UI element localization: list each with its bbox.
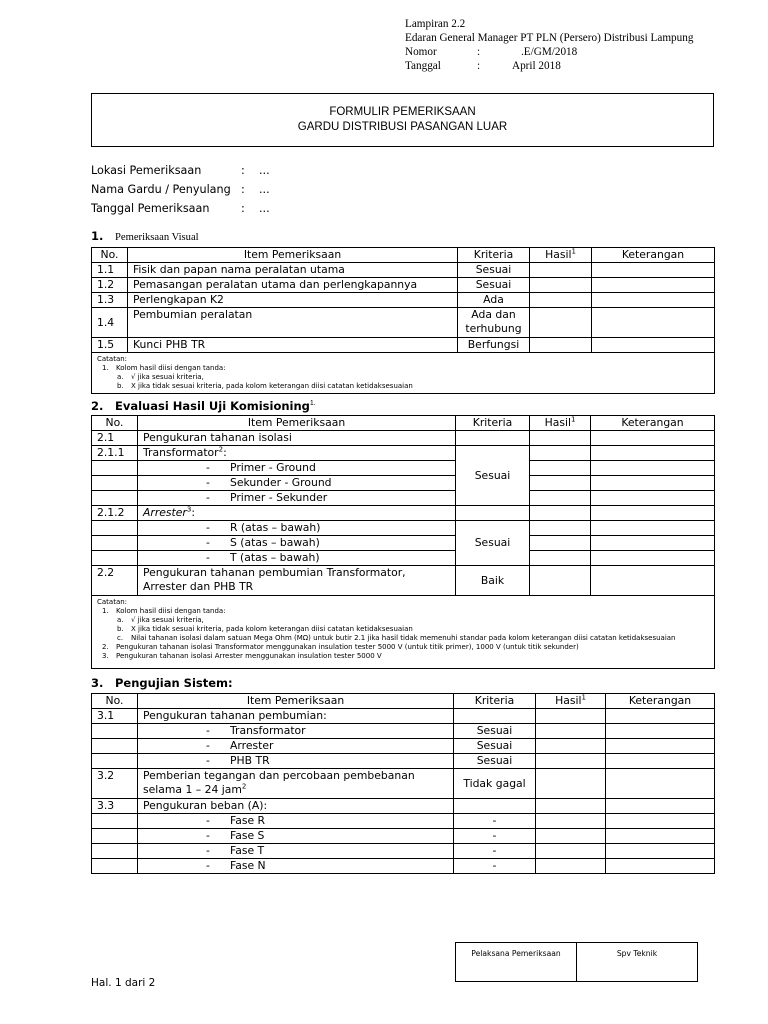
dash: -: [206, 536, 210, 549]
row-item-sup: 2: [218, 445, 224, 454]
note-mark: c.: [117, 634, 124, 642]
section-title-sup: 1.: [309, 400, 316, 408]
col-hasil-sup: 1: [570, 415, 576, 424]
section3-table: [91, 693, 715, 874]
row-hasil-cell: [530, 506, 591, 521]
row-item-line2: [143, 783, 448, 797]
col-kriteria: Kriteria: [458, 248, 530, 263]
row-item-text: Arrester: [230, 739, 274, 752]
notes-row: [92, 596, 715, 669]
row-item: [138, 566, 456, 596]
row-kriteria: Sesuai: [458, 278, 530, 293]
row-item-text: Arrester: [143, 506, 187, 519]
note-line: [97, 652, 709, 661]
note-text: Pengukuran tahanan isolasi Transformator menggunakan insulation tester 5000 V (untuk titik primer), 1000 V (untuk titik sekunder): [116, 643, 579, 651]
row-hasil-cell: [536, 709, 606, 724]
info-row-lokasi: [91, 161, 270, 180]
row-kriteria: -: [454, 859, 536, 874]
section2-notes: [92, 596, 715, 669]
table-header-row: [92, 248, 715, 263]
table-row: [92, 263, 715, 278]
note-text: Kolom hasil diisi dengan tanda:: [116, 364, 226, 372]
row-no: [92, 754, 138, 769]
row-kriteria: [458, 308, 530, 338]
row-hasil-cell[interactable]: [536, 859, 606, 874]
row-item-text: R (atas – bawah): [230, 521, 321, 534]
row-item: [138, 754, 454, 769]
row-item-line1: Pemberian tegangan dan percobaan pembebanan: [143, 769, 415, 782]
row-item: [138, 844, 454, 859]
table-row: [92, 278, 715, 293]
table-header-row: [92, 694, 715, 709]
row-keterangan-cell[interactable]: [591, 566, 715, 596]
note-mark: a.: [117, 616, 124, 624]
section-title: Pemeriksaan Visual: [115, 232, 199, 243]
row-no: 2.1.1: [92, 446, 138, 461]
row-item: [138, 446, 456, 461]
row-hasil-cell: [530, 446, 591, 461]
col-keterangan: Keterangan: [592, 248, 715, 263]
row-kriteria: Sesuai: [454, 724, 536, 739]
signature-pelaksana[interactable]: Pelaksana Pemeriksaan: [456, 943, 577, 982]
info-value[interactable]: ...: [259, 183, 270, 196]
col-hasil-text: Hasil: [555, 694, 582, 707]
note-text: Nilai tahanan isolasi dalam satuan Mega Ohm (MΩ) untuk butir 2.1 jika hasil tidak memenuhi standar pada kolom keterangan diisi catatan ketidaksesuaian: [131, 634, 676, 642]
row-no: [92, 491, 138, 506]
table-header-row: [92, 416, 715, 431]
row-kriteria: [456, 506, 530, 521]
row-hasil-cell[interactable]: [530, 461, 591, 476]
col-hasil-sup: 1: [581, 693, 586, 702]
row-keterangan-cell[interactable]: [591, 521, 715, 536]
row-item: [138, 739, 454, 754]
dash: -: [206, 476, 210, 489]
table-row: [92, 799, 715, 814]
row-hasil-cell[interactable]: [536, 754, 606, 769]
row-keterangan-cell[interactable]: [606, 769, 715, 799]
row-item-text: PHB TR: [230, 754, 270, 767]
row-hasil-cell[interactable]: [530, 566, 591, 596]
row-item-colon: :: [191, 506, 195, 519]
note-mark: 1.: [102, 364, 109, 372]
row-item-sup: 2: [241, 782, 247, 791]
row-no: 1.5: [92, 338, 128, 353]
row-kriteria: -: [454, 814, 536, 829]
nomor-label: Nomor: [405, 46, 437, 58]
note-line: [97, 625, 709, 634]
row-item-line2: Arrester dan PHB TR: [143, 580, 254, 593]
notes-heading: Catatan:: [97, 598, 128, 606]
row-item: [138, 769, 454, 799]
note-mark: b.: [117, 625, 124, 633]
row-item: [138, 536, 456, 551]
col-no: No.: [92, 694, 138, 709]
col-item: Item Pemeriksaan: [138, 416, 456, 431]
table-row: [92, 521, 715, 536]
row-item: Pemasangan peralatan utama dan perlengkapannya: [128, 278, 458, 293]
row-kriteria: Ada: [458, 293, 530, 308]
row-kriteria: -: [454, 844, 536, 859]
note-text: √ jika sesuai kriteria,: [131, 616, 204, 624]
row-hasil-cell[interactable]: [530, 551, 591, 566]
row-kriteria: Baik: [456, 566, 530, 596]
table-row: [92, 431, 715, 446]
page-current: 1: [114, 977, 122, 989]
kriteria-line2: terhubung: [465, 322, 522, 335]
row-keterangan-cell[interactable]: [591, 551, 715, 566]
section3-heading: [91, 676, 233, 690]
row-item: [138, 491, 456, 506]
table-row: [92, 724, 715, 739]
row-hasil-cell[interactable]: [536, 844, 606, 859]
nomor-value: .E/GM/2018: [521, 46, 578, 58]
dash: -: [206, 844, 210, 857]
note-line: [97, 634, 709, 643]
section-number: 3.: [91, 676, 104, 690]
row-item: Perlengkapan K2: [128, 293, 458, 308]
col-keterangan: Keterangan: [591, 416, 715, 431]
col-hasil: [536, 694, 606, 709]
row-item-line1: Pengukuran tahanan pembumian Transformator,: [143, 566, 406, 579]
row-item-text: Fase N: [230, 859, 266, 872]
row-keterangan-cell[interactable]: [592, 308, 715, 338]
section-number: 2.: [91, 399, 104, 413]
row-no: [92, 739, 138, 754]
note-mark: 3.: [102, 652, 109, 660]
section-title: Evaluasi Hasil Uji Komisioning: [115, 399, 310, 413]
row-hasil-cell[interactable]: [536, 724, 606, 739]
row-keterangan-cell[interactable]: [606, 754, 715, 769]
table-row: [92, 446, 715, 461]
row-item: [138, 506, 456, 521]
row-item-colon: :: [223, 446, 227, 459]
page-dari-label: dari: [124, 977, 146, 989]
dash: -: [206, 829, 210, 842]
signature-table: [455, 942, 698, 982]
dash: -: [206, 754, 210, 767]
row-no: 1.2: [92, 278, 128, 293]
table-row: [92, 769, 715, 799]
col-kriteria: Kriteria: [456, 416, 530, 431]
row-keterangan-cell[interactable]: [592, 278, 715, 293]
row-no: [92, 859, 138, 874]
section1-heading: [91, 229, 199, 243]
row-no: 3.1: [92, 709, 138, 724]
section-number: 1.: [91, 229, 104, 243]
row-keterangan-cell[interactable]: [606, 814, 715, 829]
kriteria-line1: Ada dan: [471, 308, 516, 321]
section1-notes: [92, 353, 715, 394]
row-kriteria: [454, 799, 536, 814]
tanggal-value: April 2018: [512, 60, 561, 72]
tanggal-label: Tanggal: [405, 60, 441, 72]
row-hasil-cell[interactable]: [536, 739, 606, 754]
note-line: [97, 607, 709, 616]
col-item: Item Pemeriksaan: [138, 694, 454, 709]
table-row: [92, 709, 715, 724]
section2-heading: [91, 399, 316, 413]
row-item: Pengukuran tahanan pembumian:: [138, 709, 454, 724]
row-kriteria: Tidak gagal: [454, 769, 536, 799]
row-no: 1.1: [92, 263, 128, 278]
row-item-text: S (atas – bawah): [230, 536, 320, 549]
row-no: [92, 551, 138, 566]
table-row: [92, 566, 715, 596]
info-label: Tanggal Pemeriksaan: [91, 202, 210, 215]
row-hasil-cell[interactable]: [536, 814, 606, 829]
row-keterangan-cell: [591, 446, 715, 461]
row-keterangan-cell[interactable]: [591, 491, 715, 506]
row-item: [138, 551, 456, 566]
info-value[interactable]: ...: [259, 202, 270, 215]
row-hasil-cell[interactable]: [530, 521, 591, 536]
dash: -: [206, 551, 210, 564]
header-line-lampiran: [405, 17, 693, 31]
page-number: [91, 977, 155, 989]
header-line-tanggal: [405, 59, 693, 73]
row-hasil-cell: [536, 799, 606, 814]
row-no: [92, 476, 138, 491]
row-keterangan-cell[interactable]: [592, 338, 715, 353]
row-no: 3.3: [92, 799, 138, 814]
header-edaran-text: Edaran General Manager PT PLN (Persero) Distribusi Lampung: [405, 32, 694, 44]
note-text: Kolom hasil diisi dengan tanda:: [116, 607, 226, 615]
row-item: [138, 724, 454, 739]
dash: -: [206, 491, 210, 504]
row-hasil-cell[interactable]: [530, 278, 592, 293]
row-item-sup: 3: [186, 505, 192, 514]
row-keterangan-cell[interactable]: [592, 293, 715, 308]
row-kriteria: Sesuai: [456, 521, 530, 566]
document-header: [405, 17, 693, 73]
header-line-nomor: [405, 45, 693, 59]
row-kriteria: Berfungsi: [458, 338, 530, 353]
dash: -: [206, 739, 210, 752]
table-row: [92, 476, 715, 491]
row-kriteria: Sesuai: [454, 754, 536, 769]
col-keterangan: Keterangan: [606, 694, 715, 709]
row-keterangan-cell[interactable]: [606, 829, 715, 844]
col-hasil-text: Hasil: [544, 416, 571, 429]
row-item-text: selama 1 – 24 jam: [143, 783, 242, 796]
notes-heading: Catatan:: [97, 355, 128, 363]
row-item-text: T (atas – bawah): [230, 551, 320, 564]
table-row: [92, 506, 715, 521]
row-no: 1.4: [92, 308, 128, 338]
note-line: [97, 373, 709, 382]
col-item: Item Pemeriksaan: [128, 248, 458, 263]
row-item: [138, 814, 454, 829]
row-item: Kunci PHB TR: [128, 338, 458, 353]
dash: -: [206, 521, 210, 534]
row-item-text: Transformator: [230, 724, 306, 737]
row-kriteria: [454, 709, 536, 724]
note-mark: 1.: [102, 607, 109, 615]
note-line: [97, 364, 709, 373]
row-keterangan-cell: [591, 506, 715, 521]
row-hasil-cell[interactable]: [530, 263, 592, 278]
row-hasil-cell[interactable]: [530, 476, 591, 491]
table-row: [92, 308, 715, 338]
row-item-text: Primer - Sekunder: [230, 491, 328, 504]
form-title-line2: GARDU DISTRIBUSI PASANGAN LUAR: [297, 121, 508, 133]
page-total: 2: [148, 977, 156, 989]
dash: -: [206, 859, 210, 872]
row-keterangan-cell[interactable]: [592, 263, 715, 278]
dash: -: [206, 461, 210, 474]
row-no: [92, 724, 138, 739]
row-no: 2.1: [92, 431, 138, 446]
row-hasil-cell: [530, 431, 591, 446]
form-title-line1: FORMULIR PEMERIKSAAN: [329, 106, 476, 118]
row-item: Fisik dan papan nama peralatan utama: [128, 263, 458, 278]
row-kriteria: Sesuai: [456, 446, 530, 506]
row-item: [138, 521, 456, 536]
info-separator: :: [241, 202, 245, 215]
row-no: [92, 521, 138, 536]
section-title: Pengujian Sistem:: [115, 676, 233, 690]
row-item: [138, 859, 454, 874]
table-row: [92, 491, 715, 506]
col-kriteria: Kriteria: [454, 694, 536, 709]
info-label: Nama Gardu / Penyulang: [91, 183, 231, 196]
row-keterangan-cell: [606, 799, 715, 814]
dash: -: [206, 724, 210, 737]
table-row: [92, 293, 715, 308]
info-separator: :: [241, 164, 245, 177]
table-row: [92, 461, 715, 476]
row-keterangan-cell[interactable]: [606, 844, 715, 859]
row-hasil-cell[interactable]: [536, 829, 606, 844]
table-row: [92, 829, 715, 844]
table-row: [92, 814, 715, 829]
row-no: [92, 536, 138, 551]
col-hasil-text: Hasil: [545, 248, 572, 261]
note-text: Pengukuran tahanan isolasi Arrester menggunakan insulation tester 5000 V: [116, 652, 382, 660]
info-separator: :: [241, 183, 245, 196]
row-kriteria: [456, 431, 530, 446]
info-value[interactable]: ...: [259, 164, 270, 177]
info-row-nama-gardu: [91, 180, 270, 199]
row-item: [138, 476, 456, 491]
page-hal-label: Hal.: [91, 977, 112, 989]
col-hasil: [530, 248, 592, 263]
row-hasil-cell[interactable]: [530, 308, 592, 338]
signature-spv[interactable]: Spv Teknik: [577, 943, 698, 982]
row-keterangan-cell[interactable]: [591, 461, 715, 476]
row-hasil-cell[interactable]: [530, 536, 591, 551]
table-row: [92, 536, 715, 551]
row-no: [92, 844, 138, 859]
note-mark: 2.: [102, 643, 109, 651]
note-text: √ jika sesuai kriteria,: [131, 373, 204, 381]
row-hasil-cell[interactable]: [530, 491, 591, 506]
note-text: X jika tidak sesuai kriteria, pada kolom keterangan diisi catatan ketidaksesuaian: [131, 625, 413, 633]
table-row: [92, 844, 715, 859]
row-kriteria: Sesuai: [458, 263, 530, 278]
note-line: [97, 382, 709, 391]
row-keterangan-cell[interactable]: [591, 476, 715, 491]
inspection-info: [91, 161, 270, 218]
row-keterangan-cell: [606, 709, 715, 724]
row-item: Pengukuran tahanan isolasi: [138, 431, 456, 446]
note-line: [97, 643, 709, 652]
row-item-text: Primer - Ground: [230, 461, 316, 474]
row-keterangan-cell[interactable]: [591, 536, 715, 551]
row-item-text: Fase T: [230, 844, 265, 857]
info-label: Lokasi Pemeriksaan: [91, 164, 202, 177]
header-line-edaran: [405, 31, 693, 45]
row-no: [92, 461, 138, 476]
header-lampiran-text: Lampiran 2.2: [405, 18, 466, 30]
row-keterangan-cell: [591, 431, 715, 446]
table-row: [92, 338, 715, 353]
section2-table: [91, 415, 715, 669]
tanggal-separator: :: [477, 60, 481, 72]
table-row: [92, 739, 715, 754]
row-no: [92, 814, 138, 829]
row-no: 3.2: [92, 769, 138, 799]
table-row: [92, 754, 715, 769]
signature-row: [456, 943, 698, 982]
row-hasil-cell[interactable]: [530, 293, 592, 308]
table-row: [92, 551, 715, 566]
row-kriteria: -: [454, 829, 536, 844]
note-mark: a.: [117, 373, 124, 381]
row-item-text: Transformator: [143, 446, 219, 459]
form-title-box: [91, 93, 714, 147]
section1-table: [91, 247, 715, 394]
note-text: X jika tidak sesuai kriteria, pada kolom keterangan diisi catatan ketidaksesuaian: [131, 382, 413, 390]
nomor-separator: :: [477, 46, 481, 58]
row-no: 2.1.2: [92, 506, 138, 521]
info-row-tanggal: [91, 199, 270, 218]
row-item-text: Fase R: [230, 814, 266, 827]
row-no: 1.3: [92, 293, 128, 308]
note-mark: b.: [117, 382, 124, 390]
dash: -: [206, 814, 210, 827]
row-item: Pembumian peralatan: [128, 308, 458, 338]
table-row: [92, 859, 715, 874]
row-item-text: Fase S: [230, 829, 265, 842]
row-item-text: Sekunder - Ground: [230, 476, 332, 489]
row-kriteria: Sesuai: [454, 739, 536, 754]
col-no: No.: [92, 248, 128, 263]
row-keterangan-cell[interactable]: [606, 724, 715, 739]
row-keterangan-cell[interactable]: [606, 739, 715, 754]
row-item: [138, 461, 456, 476]
row-hasil-cell[interactable]: [530, 338, 592, 353]
col-no: No.: [92, 416, 138, 431]
col-hasil-sup: 1: [571, 247, 576, 256]
row-item: [138, 829, 454, 844]
row-no: [92, 829, 138, 844]
row-no: 2.2: [92, 566, 138, 596]
notes-row: [92, 353, 715, 394]
col-hasil: [530, 416, 591, 431]
row-hasil-cell[interactable]: [536, 769, 606, 799]
note-line: [97, 616, 709, 625]
row-keterangan-cell[interactable]: [606, 859, 715, 874]
row-item: Pengukuran beban (A):: [138, 799, 454, 814]
